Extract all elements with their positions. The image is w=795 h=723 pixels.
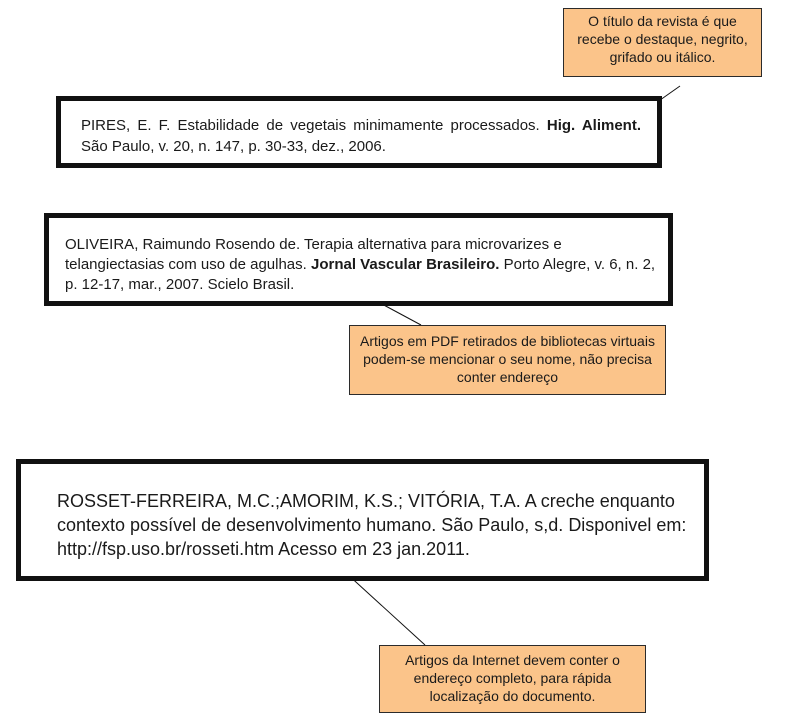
callout-note-pdf-articles: Artigos em PDF retirados de bibliotecas virtuais podem-se mencionar o seu nome, não precisa conter endereço	[349, 325, 666, 395]
reference-author: OLIVEIRA, Raimundo Rosendo de.	[65, 236, 301, 253]
reference-text: ROSSET-FERREIRA, M.C.;AMORIM, K.S.; VITÓRIA, T.A. A creche enquanto contexto possível de desenvolvimento humano. São Paulo, s,d. Disponivel em: http://fsp.uso.br/rosseti.htm Acesso em 23 jan.2011.	[57, 491, 687, 559]
reference-title: Estabilidade de vegetais minimamente processados.	[177, 117, 540, 134]
reference-journal: Hig. Aliment.	[546, 117, 642, 134]
reference-text	[65, 235, 656, 295]
reference-author: PIRES, E. F.	[81, 117, 171, 134]
reference-box-oliveira	[44, 213, 673, 306]
reference-details: Porto Alegre, v. 6, n. 2, p. 12-17, mar., 2007. Scielo Brasil.	[65, 256, 656, 293]
reference-box-rosset-ferreira	[16, 459, 709, 581]
reference-details: São Paulo, v. 20, n. 147, p. 30-33, dez., 2006.	[81, 138, 386, 155]
callout-note-internet-articles: Artigos da Internet devem conter o endereço completo, para rápida localização do documento.	[379, 645, 646, 713]
reference-text	[81, 115, 641, 157]
callout-note-journal-title: O título da revista é que recebe o destaque, negrito, grifado ou itálico.	[563, 8, 762, 77]
reference-box-pires	[56, 96, 662, 168]
reference-journal: Jornal Vascular Brasileiro.	[311, 256, 500, 273]
reference-title: Terapia alternativa para microvarizes e telangiectasias com uso de agulhas.	[65, 236, 562, 273]
